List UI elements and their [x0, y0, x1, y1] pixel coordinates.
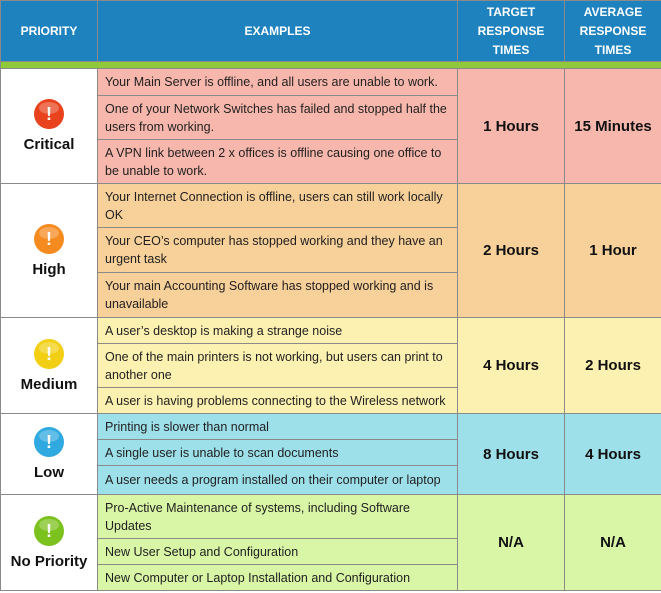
header-average-response-times [565, 1, 661, 62]
target-response-time: 8 Hours [458, 414, 565, 495]
priority-label: Medium [20, 375, 78, 393]
target-response-time: 2 Hours [458, 184, 565, 318]
separator-bar [1, 62, 661, 69]
example-text: A user needs a program installed on their computer or laptop [98, 466, 458, 495]
table-row [1, 414, 661, 440]
header-target-line: TIMES [492, 42, 530, 57]
average-response-time: 2 Hours [565, 318, 661, 414]
example-text: Pro-Active Maintenance of systems, including Software Updates [98, 495, 458, 539]
example-text: Your main Accounting Software has stopped working and is unavailable [98, 273, 458, 318]
average-response-time: N/A [565, 495, 661, 591]
header-target-line: RESPONSE [477, 23, 545, 38]
alert-blue-icon: ! [34, 427, 64, 457]
alert-orange-icon: ! [34, 224, 64, 254]
table-row [1, 318, 661, 344]
example-text: Your Internet Connection is offline, users can still work locally OK [98, 184, 458, 228]
example-text: A single user is unable to scan documents [98, 440, 458, 466]
header-separator [1, 62, 661, 69]
priority-label: Low [34, 464, 64, 481]
header-average-line: TIMES [594, 42, 632, 57]
example-text: One of the main printers is not working, but users can print to another one [98, 344, 458, 388]
header-examples: EXAMPLES [98, 1, 458, 62]
header-target-line: TARGET [486, 4, 536, 19]
header-row [1, 1, 661, 62]
target-response-time: N/A [458, 495, 565, 591]
header-average-line: AVERAGE [583, 4, 643, 19]
priority-cell-medium [1, 318, 98, 414]
example-text: Printing is slower than normal [98, 414, 458, 440]
target-response-time: 1 Hours [458, 69, 565, 184]
priority-cell-critical [1, 69, 98, 184]
target-response-time: 4 Hours [458, 318, 565, 414]
alert-green-icon: ! [34, 516, 64, 546]
example-text: One of your Network Switches has failed and stopped half the users from working. [98, 96, 458, 140]
example-text: Your Main Server is offline, and all users are unable to work. [98, 69, 458, 96]
example-text: A user is having problems connecting to the Wireless network [98, 388, 458, 414]
alert-red-icon: ! [34, 99, 64, 129]
example-text: A VPN link between 2 x offices is offline causing one office to be unable to work. [98, 140, 458, 184]
alert-yellow-icon: ! [34, 339, 64, 369]
average-response-time: 1 Hour [565, 184, 661, 318]
example-text: New User Setup and Configuration [98, 539, 458, 565]
priority-cell-no-priority [1, 495, 98, 591]
header-priority: PRIORITY [1, 1, 98, 62]
example-text: Your CEO’s computer has stopped working and they have an urgent task [98, 228, 458, 273]
priority-label: High [32, 260, 66, 278]
priority-cell-low [1, 414, 98, 495]
header-target-response-times [458, 1, 565, 62]
priority-label: No Priority [10, 552, 88, 570]
table-row [1, 69, 661, 96]
example-text: New Computer or Laptop Installation and Configuration [98, 565, 458, 591]
priority-label: Critical [23, 136, 75, 153]
average-response-time: 4 Hours [565, 414, 661, 495]
example-text: A user’s desktop is making a strange noise [98, 318, 458, 344]
table-row [1, 495, 661, 539]
priority-cell-high [1, 184, 98, 318]
table-row [1, 184, 661, 228]
header-average-line: RESPONSE [579, 23, 647, 38]
average-response-time: 15 Minutes [565, 69, 661, 184]
